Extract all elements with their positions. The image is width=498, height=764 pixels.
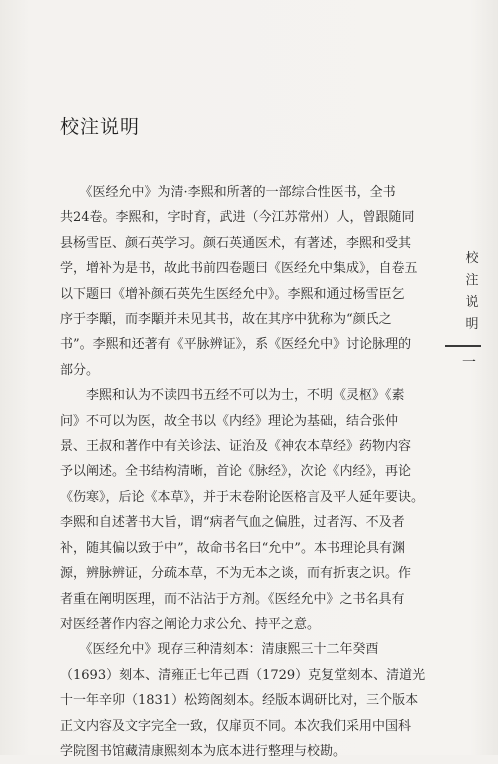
- text-line: 《医经允中》为清·李熙和所著的一部综合性医书，全书: [60, 185, 396, 200]
- text-line: 县杨雪臣、颜石英学习。颜石英通医术，有著述，李熙和受其: [60, 235, 412, 251]
- text-line: 补，随其偏以致于中”，故命书名曰“允中”。本书理论具有渊: [60, 540, 405, 556]
- paragraph-1: [60, 180, 440, 383]
- running-header-char: 说: [465, 295, 479, 310]
- text-line: 序于李顒，而李顒并未见其书，故在其序中犹称为“颜氏之: [60, 312, 392, 328]
- section-heading: 校注说明: [60, 116, 141, 138]
- paragraph-3: [60, 637, 440, 764]
- text-line: 源，辨脉辨证，分疏本草，不为无本之谈，而有折衷之识。作: [60, 566, 412, 582]
- text-line: 问》不可以为医，故全书以《内经》理论为基础，结合张仲: [60, 413, 399, 429]
- running-header-vertical: [461, 248, 483, 336]
- text-line: 共24卷。李熙和，字时育，武进（今江苏常州）人，曾跟随同: [60, 210, 415, 226]
- text-line: 书”。李熙和还著有《平脉辨证》，系《医经允中》讨论脉理的: [60, 337, 412, 353]
- text-line: 正文内容及文字完全一致，仅扉页不同。本次我们采用中国科: [60, 718, 412, 734]
- running-header-char: 校: [465, 251, 479, 266]
- text-line: 对医经著作内容之阐论力求公允、持平之意。: [60, 616, 321, 632]
- text-line: 部分。: [60, 362, 100, 378]
- text-line: 景、王叔和著作中有关诊法、证治及《神农本草经》药物内容: [60, 439, 412, 455]
- paragraph-2: [60, 383, 440, 637]
- text-line: 十一年辛卯（1831）松筠阁刻本。经版本调研比对，三个版本: [60, 693, 419, 709]
- text-line: （1693）刻本、清雍正七年己酉（1729）克复堂刻本、清道光: [60, 667, 426, 683]
- text-line: 李熙和自述著书大旨，谓“病者气血之偏胜，过者泻、不及者: [60, 515, 405, 531]
- running-header-char: 明: [465, 317, 479, 332]
- text-line: 《伤寒》，后论《本草》，并于末卷附论医格言及平人延年要诀。: [60, 489, 425, 505]
- running-header-char: 注: [465, 273, 479, 288]
- text-line: 者重在阐明医理，而不沾沾于方剂。《医经允中》之书名具有: [60, 591, 405, 607]
- text-line: 以下题曰《增补颜石英先生医经允中》。李熙和通过杨雪臣乞: [60, 286, 405, 302]
- text-line: 《医经允中》现存三种清刻本：清康熙三十二年癸酉: [60, 642, 379, 658]
- text-line: 学院图书馆藏清康熙刻本为底本进行整理与校勘。: [60, 743, 347, 759]
- page-number: 一: [462, 355, 476, 371]
- text-line: 李熙和认为不读四书五经不可以为士，不明《灵枢》《素: [60, 388, 405, 404]
- running-header-rule: [445, 345, 481, 347]
- text-line: 予以阐述。全书结构清晰，首论《脉经》，次论《内经》，再论: [60, 464, 412, 480]
- body-text: [60, 180, 440, 764]
- text-line: 学，增补为是书，故此书前四卷题曰《医经允中集成》，自卷五: [60, 261, 418, 277]
